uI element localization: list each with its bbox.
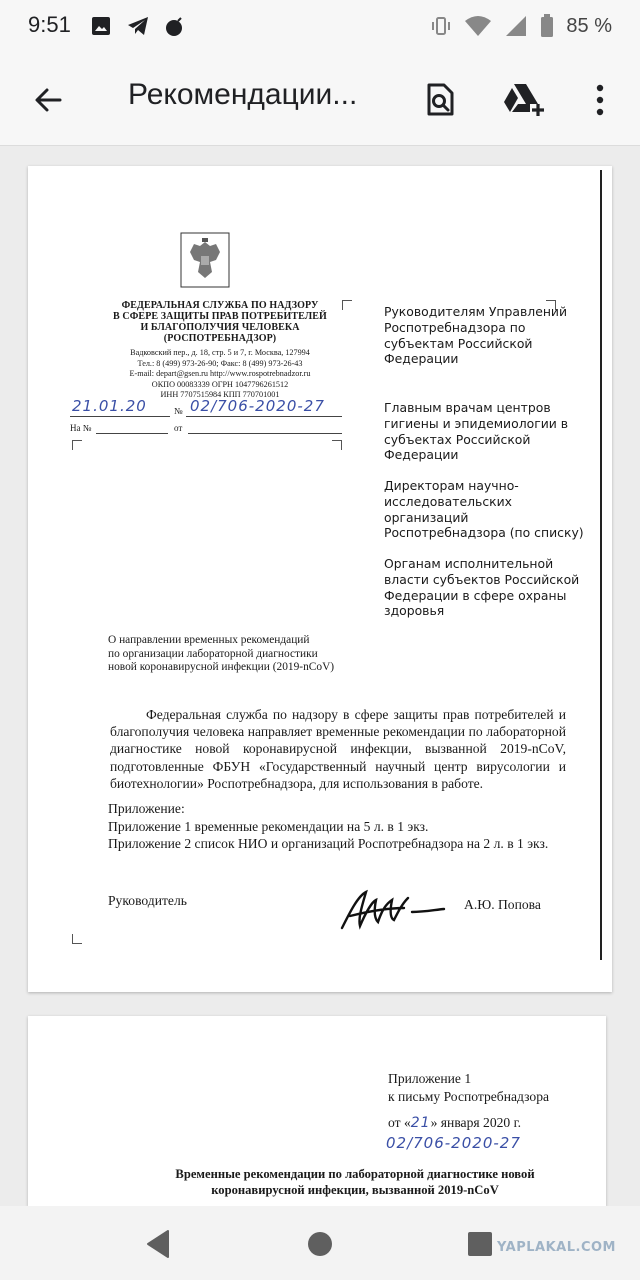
corner-mark [342,300,352,310]
date-underline [70,416,170,417]
back-triangle-icon [144,1229,172,1259]
find-in-document-button[interactable] [416,76,464,124]
recipient-block-4: Органам исполнительной власти субъектов Российской Федерации в сфере охраны здоровья [384,556,580,619]
handwritten-number: 02/706-2020-27 [190,397,325,415]
attachment-handwritten-number: 02/706-2020-27 [386,1134,521,1152]
reference-label: На № [70,423,92,433]
document-page-2[interactable] [28,1016,606,1206]
document-page-1[interactable] [28,166,612,992]
number-underline [186,416,342,417]
more-vert-icon [594,83,606,117]
wifi-icon [464,15,492,37]
arrow-back-icon [32,84,64,116]
recipient-block-2: Главным врачам центров гигиены и эпидемиологии в субъектах Российской Федерации [384,400,569,463]
nav-recents-button[interactable] [462,1226,498,1262]
corner-mark [332,440,342,450]
handwritten-signature [336,882,446,936]
signer-role: Руководитель [108,893,187,908]
corner-mark [72,440,82,450]
attachment-header: Приложение 1 к письму Роспотребнадзора [388,1071,550,1104]
reference-date-underline [188,433,342,434]
letter-body: Федеральная служба по надзору в сфере защиты прав потребителей и благополучия человека направляет временные рекомендации по лабораторной диагностике новой коронавирусной инфекции, вызванной 2019-nCoV, подготовленные ФБУН «Государственный научный центр вирусологии и биотехнологии» Роспотребнадзора, для использования в работе. [110,707,566,791]
add-to-drive-icon [502,82,546,118]
letter-subject: О направлении временных рекомендаций по организации лабораторной диагностики новой коронавирусной инфекции (2019-nCoV) [108,634,335,674]
image-icon [90,15,112,37]
recents-square-icon [467,1231,493,1257]
status-time: 9:51 [28,12,71,37]
more-options-button[interactable] [576,76,624,124]
reference-date-label: от [174,423,183,433]
document-title: Рекомендации... [128,78,358,111]
system-icons [430,12,612,40]
status-bar [0,0,640,52]
battery-percent: 85 % [566,14,612,37]
nav-home-button[interactable] [302,1226,338,1262]
signal-icon [504,15,528,37]
app-bar [0,52,640,146]
handwritten-date: 21.01.20 [72,397,147,415]
back-button[interactable] [24,76,72,124]
bomb-icon [164,15,186,37]
site-watermark: YAPLAKAL.COM [497,1240,616,1255]
vibrate-icon [430,15,452,37]
organization-address: Вадковский пер., д. 18, стр. 5 и 7, г. Москва, 127994 Тел.: 8 (499) 973-26-90; Факс: 8 (499) 973-26-43 E-mail: depart@gsen.ru http://www.rospotrebnadzor.ru ОКПО 00083339 ОГРН 1047796261512 ИНН 7707515984 КПП 770701001 [129,348,311,399]
signer-name: А.Ю. Попова [464,897,541,912]
recipient-block-3: Директорам научно- исследовательских организаций Роспотребнадзора (по списку) [384,478,584,541]
battery-icon [540,14,554,38]
reference-underline [96,433,168,434]
appendix-list: Приложение: Приложение 1 временные рекомендации на 5 л. в 1 экз. Приложение 2 список НИО и организаций Роспотребнадзора на 2 л. в 1 экз. [108,801,549,852]
coat-of-arms-icon [180,232,230,288]
home-circle-icon [306,1230,334,1258]
organization-name: ФЕДЕРАЛЬНАЯ СЛУЖБА ПО НАДЗОРУ В СФЕРЕ ЗАЩИТЫ ПРАВ ПОТРЕБИТЕЛЕЙ И БЛАГОПОЛУЧИЯ ЧЕЛОВЕКА (РОСПОТРЕБНАДЗОР) [113,300,327,344]
nav-back-button[interactable] [140,1226,176,1262]
corner-mark [72,934,82,944]
attachment-date: от «21» января 2020 г. [388,1115,522,1131]
number-label: № [174,406,183,416]
add-to-drive-button[interactable] [500,76,548,124]
attachment-title: Временные рекомендации по лабораторной диагностике новой коронавирусной инфекции, вызванной 2019-nCoV [175,1167,535,1197]
search-in-document-icon [424,83,456,117]
telegram-icon [126,15,150,37]
notification-icons [90,12,186,40]
recipient-block-1: Руководителям Управлений Роспотребнадзора по субъектам Российской Федерации [384,304,568,367]
